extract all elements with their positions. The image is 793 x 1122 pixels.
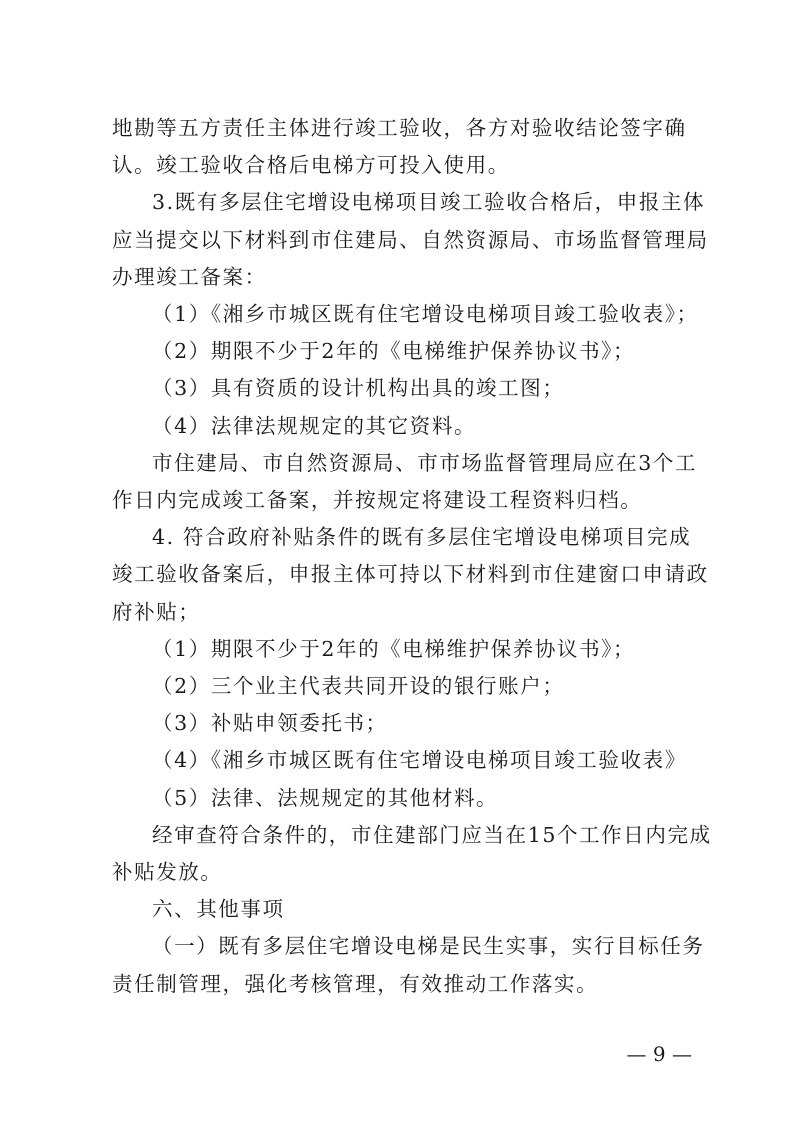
body-text-line: 应当提交以下材料到市住建局、自然资源局、市场监督管理局 (112, 227, 709, 252)
body-text-line: 补贴发放。 (112, 860, 223, 884)
paragraph-line: （3）具有资质的设计机构出具的竣工图； (152, 376, 565, 401)
paragraph-line: （2）三个业主代表共同开设的银行账户； (152, 674, 565, 698)
paragraph-line: （3）补贴申领委托书； (152, 711, 388, 736)
section-heading: 六、其他事项 (152, 897, 285, 922)
body-text-line: 办理竣工备案： (112, 264, 267, 289)
paragraph-line: 3.既有多层住宅增设电梯项目竣工验收合格后，申报主体 (152, 190, 706, 215)
paragraph-line: 4. 符合政府补贴条件的既有多层住宅增设电梯项目完成 (152, 525, 692, 550)
body-text-line: 竣工验收备案后，申报主体可持以下材料到市住建窗口申请政 (112, 562, 709, 587)
body-text-line: 府补贴； (112, 599, 201, 624)
paragraph-line: （5）法律、法规规定的其他材料。 (152, 785, 499, 810)
body-text-line: 责任制管理，强化考核管理，有效推动工作落实。 (112, 971, 599, 996)
paragraph-line: （1）《湘乡市城区既有住宅增设电梯项目竣工验收表》； (152, 302, 699, 326)
paragraph-line: （4）《湘乡市城区既有住宅增设电梯项目竣工验收表》 (152, 748, 687, 773)
paragraph-line: 经审查符合条件的，市住建部门应当在15个工作日内完成 (152, 822, 712, 847)
paragraph-line: （一）既有多层住宅增设电梯是民生实事，实行目标任务 (152, 934, 705, 959)
paragraph-line: （4）法律法规规定的其它资料。 (152, 413, 477, 438)
paragraph-line: （1）期限不少于2年的《电梯维护保养协议书》； (152, 636, 636, 661)
paragraph-line: （2）期限不少于2年的《电梯维护保养协议书》； (152, 339, 636, 364)
body-text-line: 作日内完成竣工备案，并按规定将建设工程资料归档。 (112, 488, 643, 512)
paragraph-line: 市住建局、市自然资源局、市市场监督管理局应在3个工 (152, 450, 698, 475)
body-text-line: 地勘等五方责任主体进行竣工验收，各方对验收结论签字确 (112, 116, 687, 140)
page-number: — 9 — (626, 1042, 692, 1066)
body-text-line: 认。竣工验收合格后电梯方可投入使用。 (112, 153, 510, 178)
